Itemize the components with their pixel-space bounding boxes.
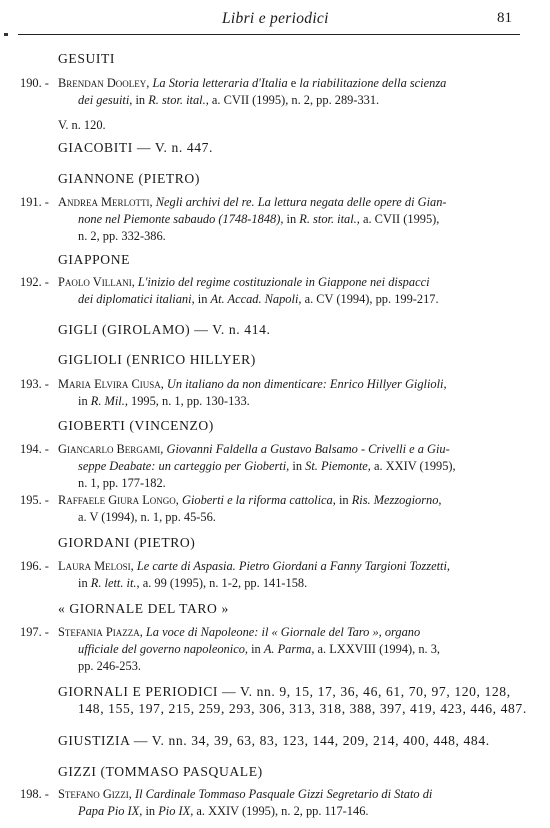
entry-journal: At. Accad. Napoli, [210,292,302,306]
entry-title: Il Cardinale Tommaso Pasquale Gizzi Segretario di Stato di [131,787,433,801]
subject-heading: GIOBERTI (VINCENZO) [58,418,214,433]
entry-number: 193. - [20,377,49,391]
bibliography-entry [20,558,494,592]
entry-author: Stefano Gizzi, [58,787,132,801]
entry-author: Giancarlo Bergami, [58,442,164,456]
subject-heading: « GIORNALE DEL TARO » [58,601,229,616]
entry-title: Gioberti e la riforma cattolica, [178,493,336,507]
entry-title: Negli archivi del re. La lettura negata delle opere di Gian- [152,195,447,209]
entry-author: Stefania Piazza, [58,625,143,639]
entry-journal: R. lett. it., [90,576,140,590]
bibliography-entry [20,624,494,675]
entry-text: in [78,576,91,590]
entry-citation: a. 99 (1995), n. 1-2, pp. 141-158. [139,576,308,590]
entry-citation: a. LXXVIII (1994), n. 3, [314,642,441,656]
entry-title: Giovanni Faldella a Gustavo Balsamo - Crivelli e a Giu- [163,442,450,456]
entry-title: La [149,76,166,90]
entry-text: in [289,459,306,473]
entry-text: in [142,804,159,818]
entry-title: dei diplomatici italiani, [78,292,195,306]
bibliography-entry [20,786,494,820]
entry-text: e [290,76,297,90]
bibliography-entry [20,441,494,492]
entry-citation: pp. 246-253. [78,659,141,673]
subject-heading: GESUITI [58,51,116,66]
entry-number: 190. - [20,76,49,90]
entry-text: in [247,642,264,656]
entry-text: in [335,493,352,507]
bibliography-entry [20,75,494,109]
entry-text: in [194,292,211,306]
entry-journal: R. stor. ital., [148,93,209,107]
subject-heading: GIUSTIZIA — V. nn. 34, 39, 63, 83, 123, 144, 209, 214, 400, 448, 484. [58,733,490,748]
entry-journal: Pio IX, [158,804,194,818]
running-title: Libri e periodici [222,10,329,27]
entry-author: Andrea Merlotti, [58,195,153,209]
entry-title: dei gesuiti, [78,93,133,107]
entry-title: Storia letteraria d'Italia [165,76,291,90]
entry-citation: n. 2, pp. 332-386. [78,229,166,243]
entry-author: Paolo Villani, [58,275,135,289]
subject-heading: GIANNONE (PIETRO) [58,171,200,186]
subject-heading: GIZZI (TOMMASO PASQUALE) [58,764,263,779]
page-number: 81 [497,10,512,26]
entry-number: 195. - [20,493,49,507]
bibliography-entry [20,492,494,526]
subject-heading: GIGLI (GIROLAMO) — V. n. 414. [58,322,271,337]
entry-number: 198. - [20,787,49,801]
entry-citation: a. XXIV (1995), n. 2, pp. 117-146. [193,804,369,818]
subject-heading: GIAPPONE [58,252,131,267]
entry-citation: a. CVII (1995), n. 2, pp. 289-331. [208,93,380,107]
bibliography-entry [20,274,494,308]
entry-citation: a. CVII (1995), [359,212,440,226]
entry-citation: a. V (1994), n. 1, pp. 45-56. [78,510,216,524]
cross-reference: V. n. 120. [58,118,106,132]
bibliography-entry [20,194,494,245]
bibliography-entry [20,376,494,410]
entry-journal: R. Mil., [90,394,128,408]
subject-heading: GIORDANI (PIETRO) [58,535,196,550]
entry-journal: A. Parma, [263,642,315,656]
entry-number: 194. - [20,442,49,456]
entry-author: Laura Melosi, [58,559,134,573]
entry-text: in [283,212,300,226]
entry-title: L'inizio del regime costituzionale in Giappone nei dispacci [134,275,430,289]
subject-heading: GIGLIOLI (ENRICO HILLYER) [58,352,256,367]
entry-citation: n. 1, pp. 177-182. [78,476,166,490]
entry-author: Brendan Dooley, [58,76,150,90]
entry-title: Papa Pio IX, [78,804,143,818]
entry-number: 191. - [20,195,49,209]
entry-title: ufficiale del governo napoleonico, [78,642,248,656]
entry-title: La voce di Napoleone: il « Giornale del Taro », organo [142,625,421,639]
entry-number: 197. - [20,625,49,639]
entry-title: la riabilitazione della scienza [296,76,447,90]
entry-citation: 1995, n. 1, pp. 130-133. [127,394,250,408]
entry-number: 196. - [20,559,49,573]
entry-author: Raffaele Giura Longo, [58,493,179,507]
entry-title: Un italiano da non dimenticare: Enrico Hillyer Giglioli, [163,377,447,391]
entry-text: in [132,93,149,107]
subject-heading: GIACOBITI — V. n. 447. [58,140,214,155]
entry-title: Le carte di Aspasia. Pietro Giordani a Fanny Targioni Tozzetti, [133,559,450,573]
entry-journal: Ris. Mezzogiorno, [351,493,442,507]
entry-journal: R. stor. ital., [299,212,360,226]
entry-number: 192. - [20,275,49,289]
entry-text: in [78,394,91,408]
entry-author: Maria Elvira Ciusa, [58,377,164,391]
entry-citation: a. CV (1994), pp. 199-217. [301,292,439,306]
subject-heading-continued: 148, 155, 197, 215, 259, 293, 306, 313, 318, 388, 397, 419, 423, 446, 487. [78,701,527,716]
entry-journal: St. Piemonte, [305,459,371,473]
entry-title: none nel Piemonte sabaudo (1748-1848), [78,212,284,226]
entry-title: seppe Deabate: un carteggio per Gioberti, [78,459,290,473]
subject-heading: GIORNALI E PERIODICI — V. nn. 9, 15, 17, 36, 46, 61, 70, 97, 120, 128, [58,684,511,699]
entry-citation: a. XXIV (1995), [370,459,456,473]
